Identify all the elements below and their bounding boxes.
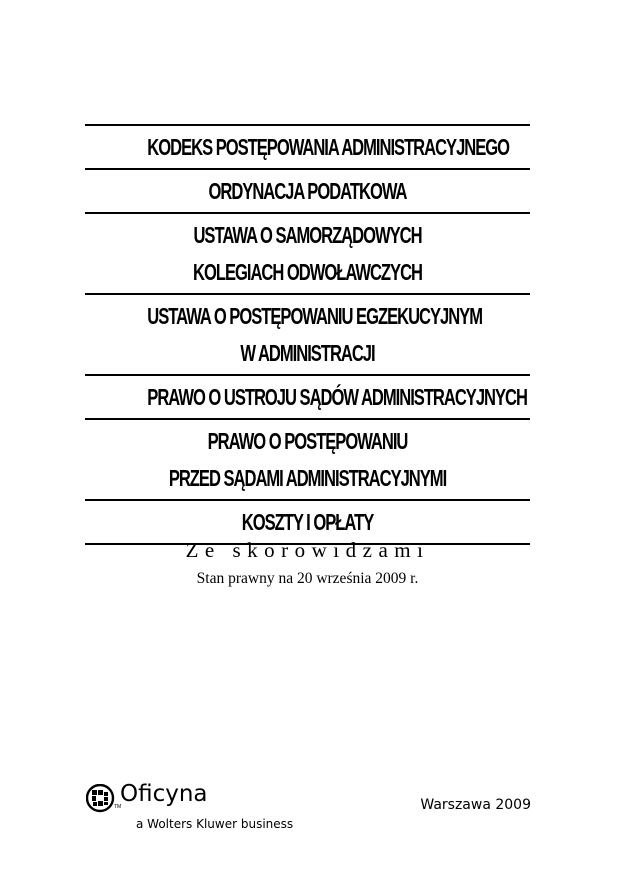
title-block — [85, 376, 530, 418]
title-block — [85, 170, 530, 212]
title-block — [85, 420, 530, 499]
title-block — [85, 295, 530, 374]
legal-status-date: Stan prawny na 20 września 2009 r. — [196, 570, 419, 587]
title-block — [85, 501, 530, 543]
subtitle: Ze skorowidzami — [185, 538, 430, 562]
title-block — [85, 126, 530, 168]
title-line: ORDYNACJA PODATKOWA — [208, 178, 407, 204]
title-line: USTAWA O SAMORZĄDOWYCH — [193, 222, 422, 248]
title-line: KOSZTY I OPŁATY — [241, 509, 374, 535]
title-line: USTAWA O POSTĘPOWANIU EGZEKUCYJNYM — [147, 303, 482, 329]
title-line: PRAWO O USTROJU SĄDÓW ADMINISTRACYJNYCH — [147, 384, 527, 410]
publisher-brand: Oficyna — [120, 781, 208, 807]
title-line: W ADMINISTRACJI — [240, 340, 375, 366]
titles-list — [85, 124, 530, 545]
trademark-mark: TM — [114, 804, 122, 810]
title-line: PRAWO O POSTĘPOWANIU — [207, 428, 408, 454]
title-block — [85, 214, 530, 293]
place-and-year: Warszawa 2009 — [420, 797, 531, 813]
oficyna-logo-icon — [86, 784, 116, 814]
title-line: KOLEGIACH ODWOŁAWCZYCH — [193, 259, 422, 285]
title-line: PRZED SĄDAMI ADMINISTRACYJNYMI — [168, 465, 447, 491]
publisher-tagline: a Wolters Kluwer business — [136, 817, 294, 831]
title-line: KODEKS POSTĘPOWANIA ADMINISTRACYJNEGO — [147, 134, 510, 160]
